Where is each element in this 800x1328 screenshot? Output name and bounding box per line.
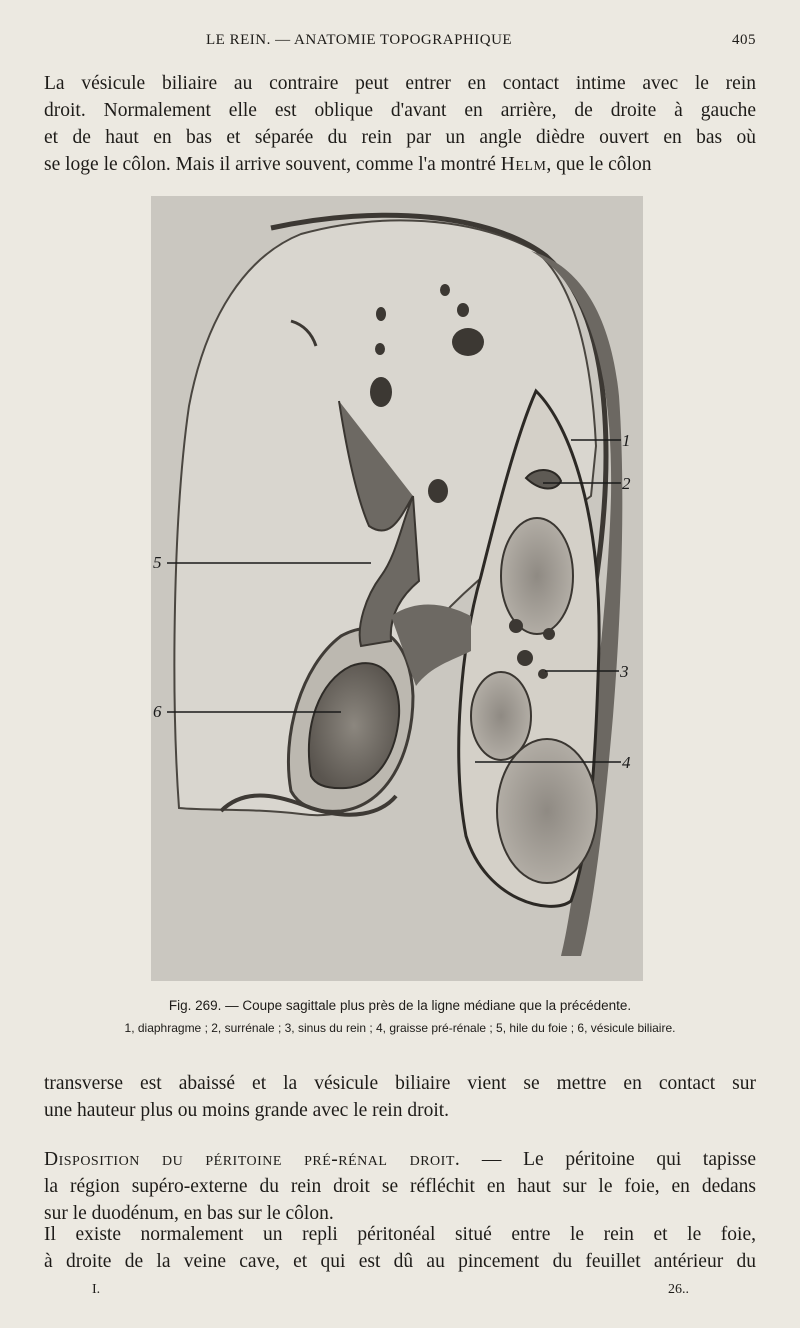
kidney-middle <box>471 672 531 760</box>
text-line: la région supéro-externe du rein droit se réfléchit en haut sur le foie, en dedans <box>44 1176 756 1197</box>
figure-legend: 1, diaphragme ; 2, surrénale ; 3, sinus du rein ; 4, graisse pré-rénale ; 5, hile du foie ; 6, vésicule biliaire. <box>124 1021 676 1035</box>
text-line: une hauteur plus ou moins grande avec le rein droit. <box>44 1100 450 1121</box>
text-line: sur le duodénum, en bas sur le côlon. <box>44 1203 334 1224</box>
page-number: 405 <box>732 32 756 48</box>
text-line: transverse est abaissé et la vésicule biliaire vient se mettre en contact sur <box>44 1073 756 1094</box>
figure-label-4: 4 <box>622 753 631 772</box>
text-line: à droite de la veine cave, et qui est dû au pincement du feuillet antérieur du <box>44 1251 756 1272</box>
paragraph-vesicule <box>44 70 756 178</box>
signature-mark: I. <box>92 1282 101 1297</box>
anatomical-figure <box>151 196 643 981</box>
paragraph-repli <box>44 1221 756 1275</box>
hepatic-vessel <box>428 479 448 503</box>
text-line: et de haut en bas et séparée du rein par un angle dièdre ouvert en bas où <box>44 127 756 148</box>
figure-label-3: 3 <box>620 662 629 681</box>
sagittal-section-illustration <box>151 196 643 981</box>
figure-caption: Fig. 269. — Coupe sagittale plus près de la ligne médiane que la précédente. <box>168 998 632 1013</box>
running-head <box>0 32 800 54</box>
text-line <box>44 151 756 178</box>
hepatic-vessel <box>457 303 469 317</box>
hepatic-vessel <box>376 307 386 321</box>
hepatic-vessel <box>452 328 484 356</box>
text-segment: , que le côlon <box>546 154 652 175</box>
figure-label-2: 2 <box>622 474 631 493</box>
figure-label-6: 6 <box>153 702 162 721</box>
author-name: Helm <box>500 154 547 175</box>
hepatic-vessel <box>375 343 385 355</box>
figure-label-1: 1 <box>622 431 631 450</box>
renal-sinus-vessel <box>509 619 523 633</box>
text-line: La vésicule biliaire au contraire peut entrer en contact intime avec le rein <box>44 73 756 94</box>
renal-sinus-vessel <box>543 628 555 640</box>
figure-label-5: 5 <box>153 553 162 572</box>
text-segment: — Le péritoine qui tapisse <box>460 1149 756 1170</box>
text-segment: se loge le côlon. Mais il arrive souvent, comme l'a montré <box>44 154 496 175</box>
kidney-upper-pole <box>501 518 573 634</box>
sheet-number: 26.. <box>668 1282 689 1297</box>
renal-sinus-vessel <box>517 650 533 666</box>
text-line <box>44 1146 756 1173</box>
text-line: droit. Normalement elle est oblique d'avant en arrière, de droite à gauche <box>44 100 756 121</box>
paragraph-peritoine <box>44 1146 756 1227</box>
hepatic-vessel <box>370 377 392 407</box>
text-line: Il existe normalement un repli péritonéal situé entre le rein et le foie, <box>44 1224 756 1245</box>
running-title: LE REIN. — ANATOMIE TOPOGRAPHIQUE <box>206 32 513 48</box>
section-heading: Disposition du péritoine pré-rénal droit. <box>44 1149 461 1170</box>
hepatic-vessel <box>440 284 450 296</box>
paragraph-colon <box>44 1070 756 1124</box>
kidney-lower-pole <box>497 739 597 883</box>
